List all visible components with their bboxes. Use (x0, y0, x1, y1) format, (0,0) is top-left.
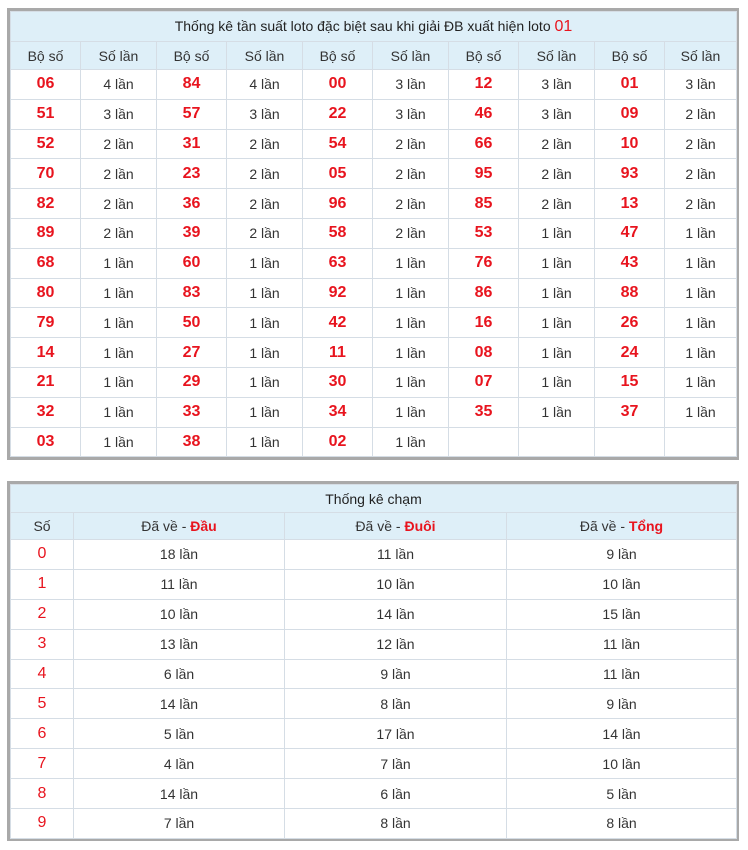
tong-count: 14 lần (507, 719, 737, 749)
loto-count: 4 lần (81, 70, 157, 100)
loto-count: 1 lần (665, 338, 737, 368)
table-row (11, 248, 737, 278)
loto-count: 1 lần (227, 248, 303, 278)
loto-count: 1 lần (227, 338, 303, 368)
column-header-bo-so: Bộ số (11, 42, 81, 70)
column-header-so: Số (11, 513, 74, 540)
tong-count: 11 lần (507, 629, 737, 659)
dau-count: 14 lần (74, 689, 285, 719)
loto-number: 10 (595, 129, 665, 159)
loto-count: 2 lần (373, 189, 449, 219)
loto-number: 23 (157, 159, 227, 189)
loto-count: 2 lần (519, 159, 595, 189)
table-row (11, 159, 737, 189)
loto-count: 1 lần (81, 367, 157, 397)
digit: 1 (11, 569, 74, 599)
digit: 7 (11, 749, 74, 779)
table-row (11, 629, 737, 659)
loto-count: 1 lần (373, 278, 449, 308)
digit: 4 (11, 659, 74, 689)
loto-count: 2 lần (81, 129, 157, 159)
loto-number: 01 (595, 70, 665, 100)
loto-number: 27 (157, 338, 227, 368)
loto-count: 2 lần (373, 129, 449, 159)
loto-number: 80 (11, 278, 81, 308)
tong-count: 15 lần (507, 599, 737, 629)
loto-number: 84 (157, 70, 227, 100)
loto-count: 1 lần (81, 278, 157, 308)
loto-count: 2 lần (227, 159, 303, 189)
loto-count: 3 lần (373, 99, 449, 129)
loto-number: 70 (11, 159, 81, 189)
column-header-so-lan: Số lần (665, 42, 737, 70)
loto-count (665, 427, 737, 457)
touch-table-body (11, 540, 737, 839)
tong-count: 8 lần (507, 809, 737, 839)
digit: 5 (11, 689, 74, 719)
loto-count: 2 lần (227, 218, 303, 248)
loto-count: 3 lần (665, 70, 737, 100)
duoi-count: 10 lần (285, 569, 507, 599)
loto-count: 2 lần (665, 159, 737, 189)
loto-number: 66 (449, 129, 519, 159)
dau-count: 18 lần (74, 540, 285, 570)
duoi-count: 9 lần (285, 659, 507, 689)
column-header-so-lan: Số lần (227, 42, 303, 70)
loto-number: 82 (11, 189, 81, 219)
loto-number: 46 (449, 99, 519, 129)
loto-count: 1 lần (373, 397, 449, 427)
dau-count: 4 lần (74, 749, 285, 779)
table-row (11, 397, 737, 427)
table-row (11, 659, 737, 689)
loto-count: 3 lần (519, 70, 595, 100)
digit: 6 (11, 719, 74, 749)
table-row (11, 779, 737, 809)
loto-count: 2 lần (81, 189, 157, 219)
loto-number: 96 (303, 189, 373, 219)
column-header-so-lan: Số lần (81, 42, 157, 70)
loto-number: 88 (595, 278, 665, 308)
column-header-dau (74, 513, 285, 540)
loto-count: 1 lần (665, 248, 737, 278)
loto-number: 16 (449, 308, 519, 338)
frequency-table-title (11, 12, 737, 42)
table-row (11, 540, 737, 570)
loto-number (449, 427, 519, 457)
table-row (11, 809, 737, 839)
loto-count: 1 lần (519, 367, 595, 397)
loto-count: 2 lần (665, 129, 737, 159)
table-row (11, 308, 737, 338)
loto-count: 1 lần (81, 397, 157, 427)
loto-count: 1 lần (519, 278, 595, 308)
header-prefix: Đã về - (355, 518, 405, 534)
loto-number: 31 (157, 129, 227, 159)
loto-number: 37 (595, 397, 665, 427)
column-header-tong (507, 513, 737, 540)
loto-number: 83 (157, 278, 227, 308)
loto-count: 1 lần (227, 397, 303, 427)
header-duoi-label: Đuôi (404, 518, 436, 534)
loto-number: 86 (449, 278, 519, 308)
duoi-count: 6 lần (285, 779, 507, 809)
loto-number: 24 (595, 338, 665, 368)
loto-number: 30 (303, 367, 373, 397)
table-row (11, 189, 737, 219)
frequency-table-header (11, 42, 737, 70)
title-loto-number: 01 (554, 17, 573, 35)
touch-statistics-table (10, 484, 737, 839)
tong-count: 9 lần (507, 689, 737, 719)
column-header-bo-so: Bộ số (595, 42, 665, 70)
loto-count: 3 lần (373, 70, 449, 100)
tong-count: 9 lần (507, 540, 737, 570)
duoi-count: 8 lần (285, 809, 507, 839)
loto-count: 1 lần (81, 427, 157, 457)
loto-count: 1 lần (227, 308, 303, 338)
table-row (11, 749, 737, 779)
loto-count: 2 lần (665, 189, 737, 219)
loto-number: 53 (449, 218, 519, 248)
table-row (11, 129, 737, 159)
dau-count: 10 lần (74, 599, 285, 629)
dau-count: 7 lần (74, 809, 285, 839)
duoi-count: 7 lần (285, 749, 507, 779)
loto-number: 57 (157, 99, 227, 129)
loto-number: 54 (303, 129, 373, 159)
loto-number: 13 (595, 189, 665, 219)
column-header-bo-so: Bộ số (157, 42, 227, 70)
dau-count: 14 lần (74, 779, 285, 809)
loto-count: 1 lần (519, 218, 595, 248)
loto-count: 1 lần (81, 248, 157, 278)
loto-count: 1 lần (665, 367, 737, 397)
loto-count: 1 lần (665, 278, 737, 308)
loto-count: 1 lần (665, 397, 737, 427)
loto-number: 29 (157, 367, 227, 397)
loto-number: 32 (11, 397, 81, 427)
loto-number: 92 (303, 278, 373, 308)
header-prefix: Đã về - (141, 518, 191, 534)
table-row (11, 689, 737, 719)
loto-count: 2 lần (81, 159, 157, 189)
loto-count: 1 lần (373, 367, 449, 397)
loto-count: 1 lần (373, 338, 449, 368)
table-row (11, 599, 737, 629)
digit: 2 (11, 599, 74, 629)
loto-count: 1 lần (81, 308, 157, 338)
loto-number: 42 (303, 308, 373, 338)
loto-number: 34 (303, 397, 373, 427)
header-prefix: Đã về - (579, 518, 629, 534)
loto-number: 93 (595, 159, 665, 189)
digit: 3 (11, 629, 74, 659)
loto-number: 85 (449, 189, 519, 219)
loto-frequency-panel (7, 8, 739, 460)
loto-number: 15 (595, 367, 665, 397)
loto-number: 06 (11, 70, 81, 100)
loto-count: 3 lần (81, 99, 157, 129)
loto-count: 2 lần (519, 129, 595, 159)
loto-number: 50 (157, 308, 227, 338)
loto-frequency-table (10, 11, 737, 457)
loto-count: 1 lần (519, 338, 595, 368)
loto-number: 21 (11, 367, 81, 397)
table-row (11, 70, 737, 100)
loto-count: 1 lần (519, 397, 595, 427)
loto-number: 95 (449, 159, 519, 189)
header-dau-label: Đầu (190, 518, 217, 534)
loto-count: 3 lần (227, 99, 303, 129)
loto-count: 2 lần (373, 218, 449, 248)
column-header-so-lan: Số lần (373, 42, 449, 70)
table-row (11, 99, 737, 129)
duoi-count: 17 lần (285, 719, 507, 749)
loto-count: 2 lần (227, 129, 303, 159)
column-header-duoi (285, 513, 507, 540)
loto-number: 33 (157, 397, 227, 427)
loto-number: 58 (303, 218, 373, 248)
loto-number: 11 (303, 338, 373, 368)
loto-count: 1 lần (665, 218, 737, 248)
loto-number: 39 (157, 218, 227, 248)
loto-number: 22 (303, 99, 373, 129)
dau-count: 6 lần (74, 659, 285, 689)
loto-count: 2 lần (81, 218, 157, 248)
loto-number: 12 (449, 70, 519, 100)
loto-count: 2 lần (519, 189, 595, 219)
loto-number: 47 (595, 218, 665, 248)
loto-number: 38 (157, 427, 227, 457)
header-tong-label: Tổng (628, 518, 664, 534)
tong-count: 10 lần (507, 569, 737, 599)
touch-statistics-panel (7, 481, 739, 841)
column-header-so-lan: Số lần (519, 42, 595, 70)
dau-count: 5 lần (74, 719, 285, 749)
loto-count: 1 lần (373, 248, 449, 278)
digit: 0 (11, 540, 74, 570)
table-row (11, 338, 737, 368)
loto-count: 2 lần (373, 159, 449, 189)
loto-number: 76 (449, 248, 519, 278)
loto-count: 3 lần (519, 99, 595, 129)
loto-count: 1 lần (81, 338, 157, 368)
column-header-bo-so: Bộ số (303, 42, 373, 70)
duoi-count: 8 lần (285, 689, 507, 719)
loto-number: 89 (11, 218, 81, 248)
loto-count (519, 427, 595, 457)
loto-number: 35 (449, 397, 519, 427)
loto-number: 02 (303, 427, 373, 457)
table-row (11, 569, 737, 599)
duoi-count: 14 lần (285, 599, 507, 629)
column-header-bo-so: Bộ số (449, 42, 519, 70)
loto-count: 1 lần (373, 308, 449, 338)
loto-number: 52 (11, 129, 81, 159)
loto-count: 2 lần (227, 189, 303, 219)
table-row (11, 427, 737, 457)
loto-count: 1 lần (227, 367, 303, 397)
loto-number: 26 (595, 308, 665, 338)
loto-number: 68 (11, 248, 81, 278)
table-row (11, 218, 737, 248)
loto-count: 1 lần (227, 427, 303, 457)
loto-count: 1 lần (519, 308, 595, 338)
loto-count: 4 lần (227, 70, 303, 100)
tong-count: 10 lần (507, 749, 737, 779)
loto-count: 1 lần (519, 248, 595, 278)
loto-number: 43 (595, 248, 665, 278)
loto-number: 63 (303, 248, 373, 278)
loto-number: 14 (11, 338, 81, 368)
table-row (11, 367, 737, 397)
loto-number: 79 (11, 308, 81, 338)
dau-count: 13 lần (74, 629, 285, 659)
loto-number: 36 (157, 189, 227, 219)
loto-number: 60 (157, 248, 227, 278)
loto-number (595, 427, 665, 457)
loto-count: 2 lần (665, 99, 737, 129)
loto-count: 1 lần (373, 427, 449, 457)
loto-count: 1 lần (665, 308, 737, 338)
loto-count: 1 lần (227, 278, 303, 308)
loto-number: 51 (11, 99, 81, 129)
loto-number: 00 (303, 70, 373, 100)
dau-count: 11 lần (74, 569, 285, 599)
loto-number: 03 (11, 427, 81, 457)
loto-number: 08 (449, 338, 519, 368)
loto-number: 09 (595, 99, 665, 129)
loto-number: 05 (303, 159, 373, 189)
duoi-count: 11 lần (285, 540, 507, 570)
loto-number: 07 (449, 367, 519, 397)
tong-count: 11 lần (507, 659, 737, 689)
table-row (11, 719, 737, 749)
tong-count: 5 lần (507, 779, 737, 809)
title-text: Thống kê tần suất loto đặc biệt sau khi giải ĐB xuất hiện loto (174, 17, 555, 34)
digit: 8 (11, 779, 74, 809)
digit: 9 (11, 809, 74, 839)
frequency-table-body (11, 70, 737, 457)
table-row (11, 278, 737, 308)
touch-table-title: Thống kê chạm (11, 485, 737, 513)
duoi-count: 12 lần (285, 629, 507, 659)
